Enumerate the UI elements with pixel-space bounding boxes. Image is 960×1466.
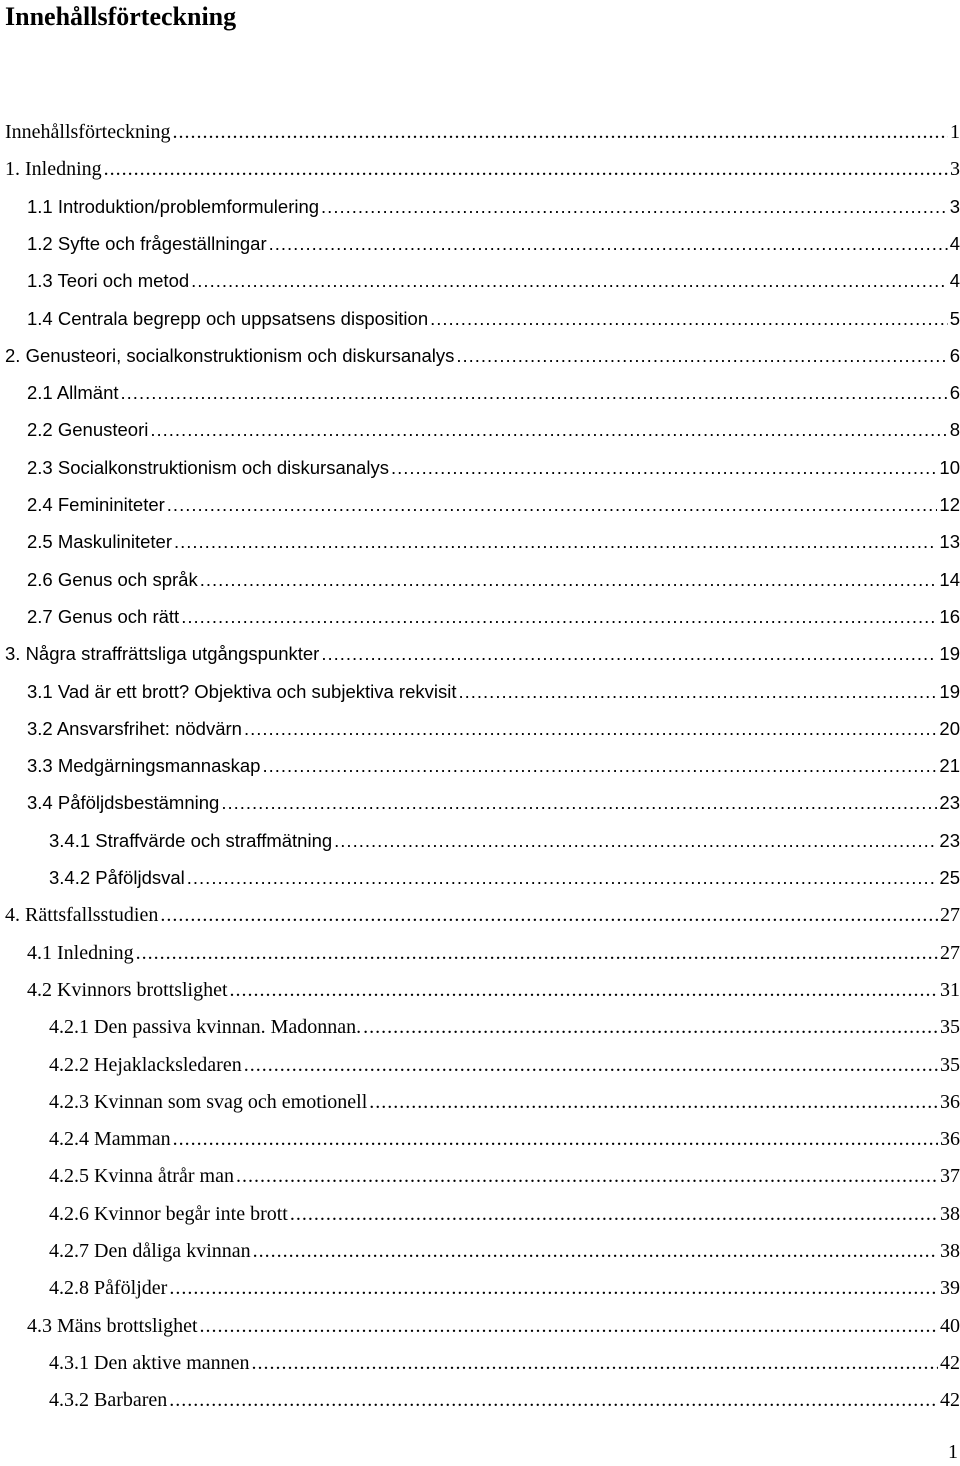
toc-entry-page: 3: [950, 158, 960, 181]
toc-entry-label: 1.3 Teori och metod: [27, 270, 190, 292]
toc-entry-label: 2.2 Genusteori: [27, 419, 149, 441]
toc-entry-page: 42: [940, 1389, 960, 1412]
toc-entry-page: 4: [949, 270, 960, 292]
toc-entry[interactable]: [5, 341, 960, 371]
toc-dot-leader: [169, 1273, 938, 1303]
toc-entry-label: 4.2.7 Den dåliga kvinnan: [49, 1240, 251, 1262]
toc-entry-page: 27: [940, 904, 960, 927]
toc-entry[interactable]: [49, 1385, 960, 1415]
toc-entry-label: 2.1 Allmänt: [27, 382, 119, 404]
toc-entry-label: 3.4.1 Straffvärde och straffmätning: [49, 829, 333, 851]
toc-entry-label: 2.4 Femininiteter: [27, 494, 165, 515]
toc-dot-leader: [230, 975, 938, 1005]
toc-dot-leader: [244, 714, 937, 744]
toc-entry-page: 23: [939, 829, 960, 851]
toc-entry-label: 3.4.2 Påföljdsval: [49, 867, 185, 888]
toc-entry[interactable]: [5, 154, 960, 184]
toc-dot-leader: [173, 117, 949, 147]
toc-entry-page: 39: [940, 1277, 960, 1300]
toc-entry[interactable]: [49, 1012, 960, 1042]
toc-entry-label: 4.2.8 Påföljder: [49, 1277, 168, 1300]
toc-entry-label: 3.4 Påföljdsbestämning: [27, 792, 220, 814]
toc-entry[interactable]: [27, 415, 960, 445]
toc-entry-page: 25: [939, 867, 960, 888]
toc-entry-page: 16: [939, 605, 960, 627]
toc-entry-page: 38: [940, 1202, 960, 1225]
toc-dot-leader: [252, 1348, 939, 1378]
toc-entry-label: 1.2 Syfte och frågeställningar: [27, 232, 267, 254]
toc-dot-leader: [160, 900, 938, 930]
toc-dot-leader: [121, 378, 948, 408]
toc-dot-leader: [191, 266, 948, 296]
toc-entry-page: 12: [939, 494, 960, 515]
toc-entry-label: 1.4 Centrala begrepp och uppsatsens disposition: [27, 307, 429, 329]
toc-dot-leader: [236, 1161, 938, 1191]
toc-entry-page: 8: [949, 419, 960, 441]
toc-entry[interactable]: [27, 453, 960, 483]
toc-dot-leader: [321, 639, 937, 669]
toc-entry-label: 3. Några straffrättsliga utgångspunkter: [5, 643, 320, 665]
toc-entry-page: 13: [939, 531, 960, 553]
toc-dot-leader: [187, 863, 938, 893]
toc-entry[interactable]: [49, 1273, 960, 1303]
toc-dot-leader: [150, 415, 947, 445]
toc-dot-leader: [458, 677, 937, 707]
toc-entry-label: 4.2.3 Kvinnan som svag och emotionell: [49, 1090, 368, 1113]
toc-entry[interactable]: [27, 192, 960, 222]
toc-dot-leader: [167, 490, 938, 520]
toc-entry[interactable]: [49, 863, 960, 893]
toc-entry-label: 2.3 Socialkonstruktionism och diskursanalys: [27, 456, 389, 478]
toc-dot-leader: [334, 826, 937, 856]
toc-dot-leader: [369, 1087, 938, 1117]
toc-entry-page: 36: [940, 1090, 960, 1113]
toc-dot-leader: [290, 1199, 938, 1229]
toc-entry-page: 1: [950, 121, 960, 143]
toc-dot-leader: [200, 565, 938, 595]
toc-entry[interactable]: [27, 677, 960, 707]
toc-entry-page: 21: [939, 755, 960, 777]
toc-dot-leader: [269, 229, 948, 259]
toc-entry-page: 5: [949, 307, 960, 329]
toc-entry[interactable]: [27, 714, 960, 744]
toc-entry-page: 20: [939, 717, 960, 739]
toc-entry[interactable]: [27, 602, 960, 632]
toc-entry[interactable]: [5, 117, 960, 147]
toc-entry[interactable]: [49, 1050, 960, 1080]
toc-dot-leader: [169, 1385, 938, 1415]
toc-entry-page: 6: [949, 344, 960, 366]
toc-entry-page: 38: [940, 1240, 960, 1262]
toc-entry-page: 36: [940, 1128, 960, 1151]
toc-entry[interactable]: [49, 1199, 960, 1229]
toc-entry-page: 42: [940, 1351, 960, 1374]
toc-dot-leader: [253, 1236, 938, 1266]
page-number: 1: [948, 1441, 958, 1463]
toc-entry-label: 1. Inledning: [5, 158, 102, 181]
toc-dot-leader: [200, 1311, 938, 1341]
toc-entry-label: 4.3.2 Barbaren: [49, 1389, 168, 1412]
toc-entry-page: 31: [940, 978, 960, 1001]
toc-entry[interactable]: [49, 1124, 960, 1154]
toc-entry-label: 2. Genusteori, socialkonstruktionism och diskursanalys: [5, 344, 455, 366]
toc-dot-leader: [262, 751, 937, 781]
toc-entry-page: 23: [939, 792, 960, 814]
toc-entry-label: 4.2.4 Mamman: [49, 1128, 171, 1151]
toc-entry-page: 4: [949, 232, 960, 254]
toc-entry-page: 19: [939, 643, 960, 665]
toc-entry[interactable]: [27, 378, 960, 408]
toc-entry-label: 3.3 Medgärningsmannaskap: [27, 755, 261, 777]
toc-entry-label: 2.6 Genus och språk: [27, 568, 198, 590]
toc-entry[interactable]: [49, 1348, 960, 1378]
page-heading: Innehållsförteckning: [5, 2, 237, 31]
toc-entry-label: 4.2.2 Hejaklacksledaren: [49, 1053, 242, 1076]
toc-entry-label: 3.2 Ansvarsfrihet: nödvärn: [27, 717, 242, 739]
toc-entry[interactable]: [27, 266, 960, 296]
toc-dot-leader: [221, 788, 937, 818]
toc-entry-label: 4.2 Kvinnors brottslighet: [27, 978, 228, 1001]
toc-entry[interactable]: [27, 975, 960, 1005]
toc-entry[interactable]: [27, 304, 960, 334]
toc-entry[interactable]: [27, 1311, 960, 1341]
toc-entry-label: 3.1 Vad är ett brott? Objektiva och subjektiva rekvisit: [27, 680, 457, 702]
toc-dot-leader: [136, 938, 938, 968]
toc-entry-label: 4. Rättsfallsstudien: [5, 904, 159, 927]
toc-entry[interactable]: [27, 229, 960, 259]
toc-entry-label: 2.5 Maskuliniteter: [27, 531, 172, 553]
toc-entry[interactable]: [27, 788, 960, 818]
toc-entry[interactable]: [27, 938, 960, 968]
toc-entry-page: 6: [949, 382, 960, 404]
toc-entry[interactable]: [27, 527, 960, 557]
toc-entry[interactable]: [49, 1161, 960, 1191]
toc-entry-label: Innehållsförteckning: [5, 121, 171, 143]
toc-entry[interactable]: [5, 900, 960, 930]
toc-entry[interactable]: [27, 490, 960, 520]
toc-entry[interactable]: [27, 565, 960, 595]
toc-entry-label: 4.3.1 Den aktive mannen: [49, 1351, 250, 1374]
toc-entry-page: 27: [940, 941, 960, 964]
toc-entry[interactable]: [5, 639, 960, 669]
toc-entry[interactable]: [49, 1236, 960, 1266]
toc-dot-leader: [430, 304, 948, 334]
toc-entry-label: 1.1 Introduktion/problemformulering: [27, 195, 320, 217]
toc-entry-label: 4.2.5 Kvinna åtrår man: [49, 1165, 234, 1188]
toc-entry[interactable]: [49, 826, 960, 856]
toc-entry-label: 4.2.6 Kvinnor begår inte brott: [49, 1202, 288, 1225]
toc-entry-page: 3: [949, 195, 960, 217]
toc-dot-leader: [363, 1012, 938, 1042]
toc-dot-leader: [391, 453, 937, 483]
toc-entry[interactable]: [49, 1087, 960, 1117]
toc-entry-page: 10: [939, 456, 960, 478]
toc-entry-label: 4.2.1 Den passiva kvinnan. Madonnan.: [49, 1016, 362, 1039]
toc-entry-page: 40: [940, 1314, 960, 1337]
toc-dot-leader: [321, 192, 948, 222]
toc-dot-leader: [181, 602, 937, 632]
toc-dot-leader: [244, 1050, 938, 1080]
toc-entry-page: 37: [940, 1165, 960, 1188]
toc-dot-leader: [104, 154, 948, 184]
toc-entry-page: 35: [940, 1053, 960, 1076]
toc-dot-leader: [173, 1124, 938, 1154]
toc-entry-page: 35: [940, 1016, 960, 1039]
toc-entry-label: 4.1 Inledning: [27, 941, 134, 964]
toc-entry-label: 2.7 Genus och rätt: [27, 605, 180, 627]
toc-entry[interactable]: [27, 751, 960, 781]
toc-entry-page: 14: [939, 568, 960, 590]
toc-dot-leader: [174, 527, 937, 557]
toc-dot-leader: [456, 341, 947, 371]
toc-entry-label: 4.3 Mäns brottslighet: [27, 1314, 198, 1337]
toc-entry-page: 19: [939, 680, 960, 702]
